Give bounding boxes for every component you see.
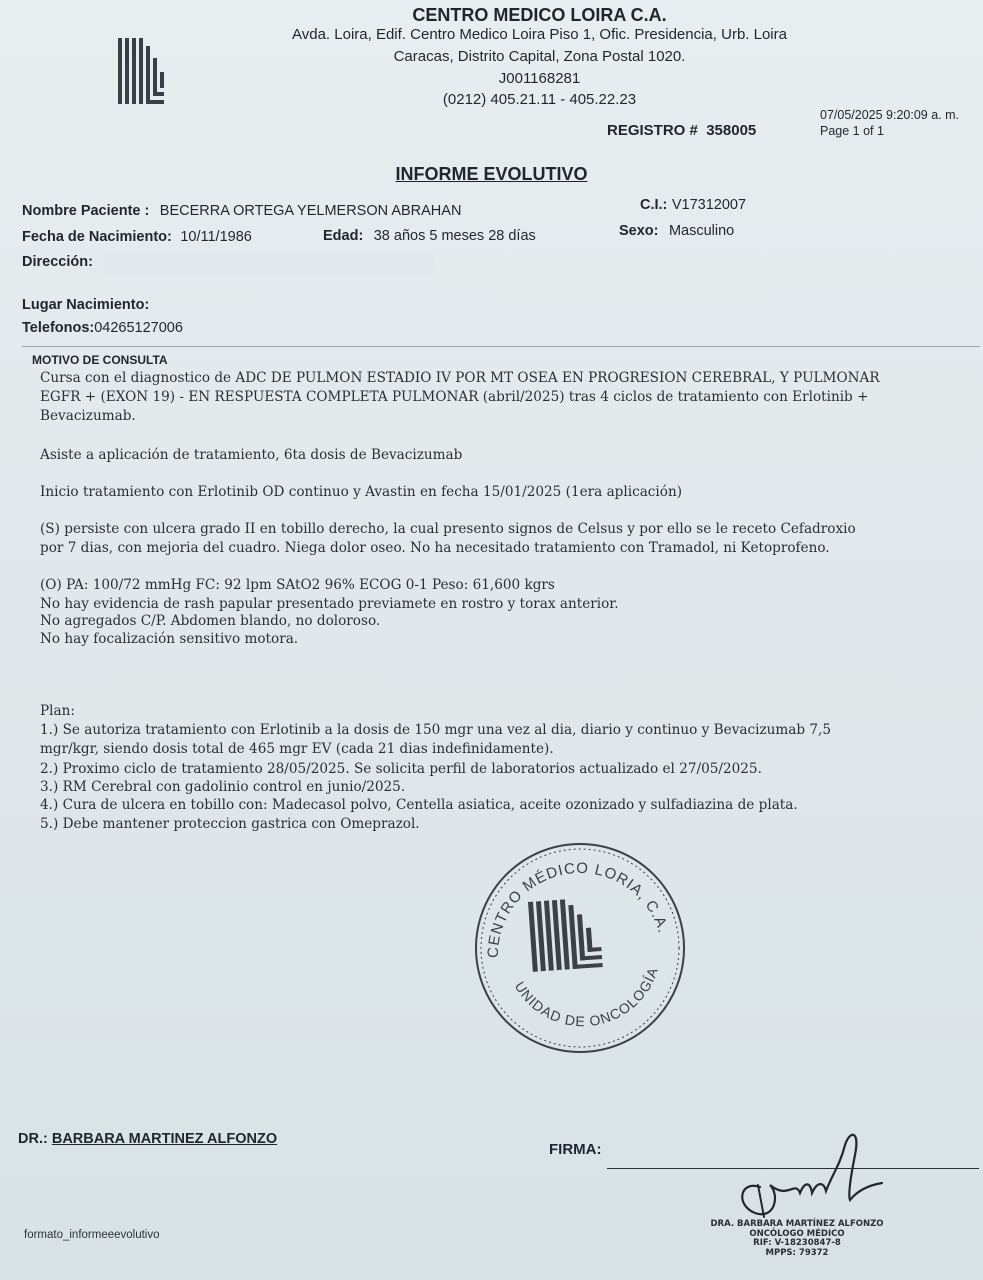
form-code: formato_informeeevolutivo [24, 1229, 160, 1241]
motivo-line-6: (S) persiste con ulcera grado II en tobillo derecho, la cual presento signos de Celsus y por ello se le receto Cefadroxio [40, 521, 856, 537]
motivo-label: MOTIVO DE CONSULTA [32, 353, 168, 367]
stamp-line-2: ONCÓLOGO MÉDICO [749, 1228, 845, 1239]
clinic-address-line1: Avda. Loira, Edif. Centro Medico Loira Piso 1, Ofic. Presidencia, Urb. Loira [292, 26, 787, 43]
clinic-rif: J001168281 [498, 70, 581, 87]
patient-age-value: 38 años 5 meses 28 días [373, 228, 536, 244]
patient-dob-row [22, 228, 252, 246]
plan-item-3: 3.) RM Cerebral con gadolinio control en junio/2025. [40, 779, 406, 795]
plan-item-5: 5.) Debe mantener proteccion gastrica con Omeprazol. [40, 816, 420, 832]
plan-item-4: 4.) Cura de ulcera en tobillo con: Madecasol polvo, Centella asiatica, aceite ozonizado y sulfadiazina de plata. [40, 797, 798, 813]
handwritten-signature [700, 1125, 890, 1225]
doctor-label: DR.: [18, 1131, 48, 1147]
plan-label: Plan: [40, 703, 75, 719]
page-indicator: Page 1 of 1 [820, 124, 884, 138]
patient-sex-value: Masculino [668, 223, 735, 239]
doctor-stamp [702, 1220, 892, 1258]
motivo-line-5: Inicio tratamiento con Erlotinib OD continuo y Avastin en fecha 15/01/2025 (1era aplicación) [40, 484, 682, 500]
stamp-line-1: DRA. BARBARA MARTÍNEZ ALFONZO [710, 1219, 884, 1229]
motivo-line-3: Bevacizumab. [40, 408, 136, 424]
plan-item-2: 2.) Proximo ciclo de tratamiento 28/05/2025. Se solicita perfil de laboratorios actualizado el 27/05/2025. [40, 761, 762, 777]
patient-phone-value: 04265127006 [94, 320, 183, 336]
motivo-line-11: No hay focalización sensitivo motora. [40, 631, 299, 647]
patient-name-label: Nombre Paciente : [22, 203, 150, 219]
motivo-line-8: (O) PA: 100/72 mmHg FC: 92 lpm SAtO2 96% ECOG 0-1 Peso: 61,600 kgrs [40, 577, 555, 593]
patient-address-label: Dirección: [22, 254, 93, 270]
patient-ci-row [640, 196, 746, 214]
patient-birthplace-label: Lugar Nacimiento: [22, 297, 150, 313]
patient-age-label: Edad: [323, 228, 364, 244]
patient-ci-value: V17312007 [671, 197, 747, 213]
stamp-line-4: MPPS: 79372 [765, 1247, 829, 1258]
stamp-line-3: RIF: V-18230847-8 [753, 1238, 841, 1248]
redacted-address [104, 250, 434, 276]
svg-text:UNIDAD DE ONCOLOGÍA [512, 965, 661, 1030]
patient-ci-label: C.I.: [640, 197, 668, 213]
print-timestamp [820, 107, 959, 139]
section-divider [22, 346, 980, 347]
patient-dob-label: Fecha de Nacimiento: [22, 229, 172, 245]
patient-age-row [323, 227, 536, 245]
doctor-name: BARBARA MARTINEZ ALFONZO [51, 1131, 278, 1147]
registro-label: REGISTRO # [607, 122, 698, 139]
motivo-line-2: EGFR + (EXON 19) - EN RESPUESTA COMPLETA PULMONAR (abril/2025) tras 4 ciclos de tratamiento con Erlotinib + [40, 389, 869, 405]
patient-name-row [22, 202, 461, 220]
patient-sex-row [619, 222, 734, 240]
patient-phone-row [22, 319, 183, 337]
patient-name-value: BECERRA ORTEGA YELMERSON ABRAHAN [159, 203, 462, 219]
patient-sex-label: Sexo: [619, 223, 659, 239]
plan-item-1b: mgr/kgr, siendo dosis total de 465 mgr EV (cada 21 dias indefinidamente). [40, 741, 554, 757]
seal-bottom-text: UNIDAD DE ONCOLOGÍA [511, 964, 662, 1030]
doctor-row [18, 1131, 277, 1147]
firma-label: FIRMA: [549, 1141, 602, 1158]
clinic-phone: (0212) 405.21.11 - 405.22.23 [442, 91, 637, 108]
document-title: INFORME EVOLUTIVO [395, 164, 588, 184]
seal-top-text: CENTRO MÉDICO LORIA, C.A. [484, 859, 672, 959]
svg-text:CENTRO MÉDICO LORIA, C.A. [485, 860, 672, 958]
oncology-unit-seal [470, 840, 690, 1055]
clinic-address-line2: Caracas, Distrito Capital, Zona Postal 1020. [393, 48, 686, 65]
motivo-line-7: por 7 dias, con mejoria del cuadro. Niega dolor oseo. No ha necesitado tratamiento con Tramadol, ni Ketoprofeno. [40, 540, 830, 556]
motivo-line-9: No hay evidencia de rash papular presentado previamete en rostro y torax anterior. [40, 596, 619, 612]
motivo-line-1: Cursa con el diagnostico de ADC DE PULMON ESTADIO IV POR MT OSEA EN PROGRESION CEREBRAL, Y PULMONAR [40, 370, 880, 386]
clinic-name: CENTRO MEDICO LOIRA C.A. [412, 5, 667, 25]
patient-dob-value: 10/11/1986 [180, 229, 252, 245]
motivo-line-10: No agregados C/P. Abdomen blando, no doloroso. [40, 613, 381, 629]
registro-value: 358005 [706, 122, 757, 139]
motivo-line-4: Asiste a aplicación de tratamiento, 6ta dosis de Bevacizumab [40, 447, 463, 463]
print-datetime: 07/05/2025 9:20:09 a. m. [820, 108, 959, 122]
plan-item-1a: 1.) Se autoriza tratamiento con Erlotinib a la dosis de 150 mgr una vez al dia, diario y continuo y Bevacizumab 7,5 [40, 722, 831, 738]
registro-number [607, 122, 756, 139]
patient-phone-label: Telefonos: [22, 320, 95, 336]
